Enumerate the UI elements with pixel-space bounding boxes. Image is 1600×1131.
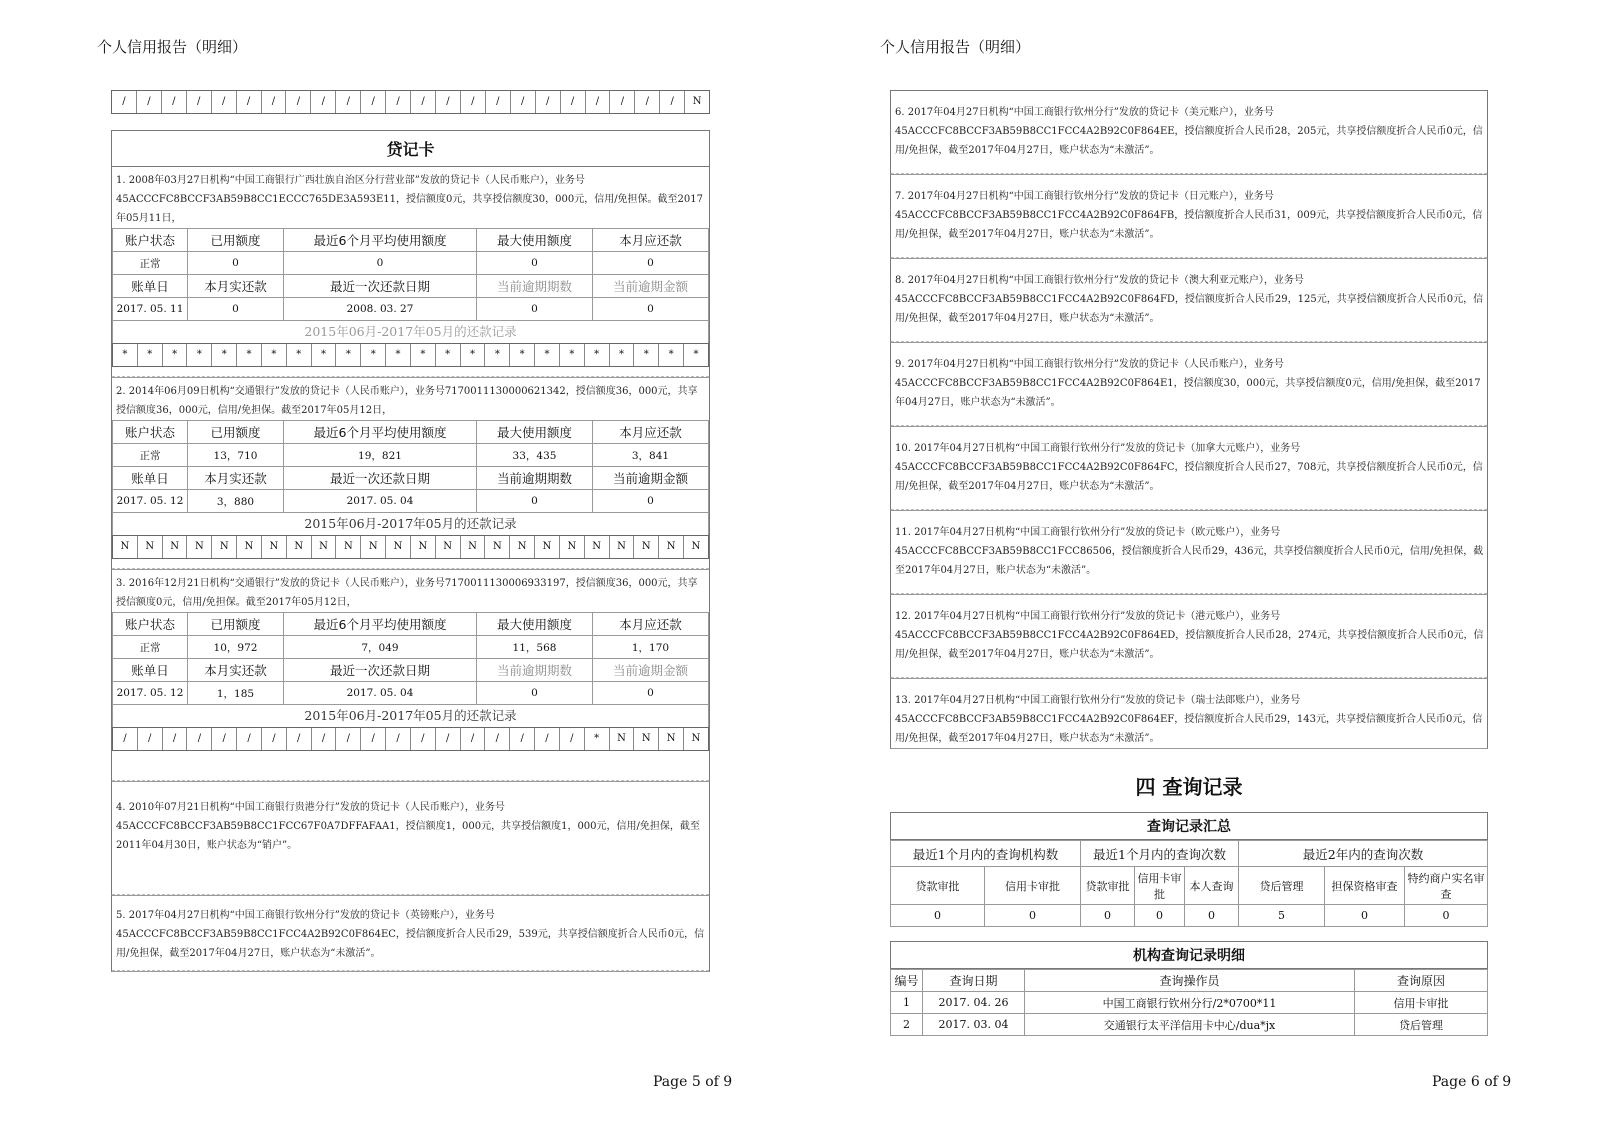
value-max-used: 0 [477,252,593,275]
record-cell: N [485,536,510,558]
record-cell: / [187,728,212,750]
card-detail-table [112,612,709,705]
value-paid-this-month: 1，185 [188,682,284,705]
label-max-used: 最大使用额度 [477,421,593,444]
record-cell: N [212,536,237,558]
label-overdue-amount: 当前逾期金额 [593,467,709,490]
record-cell: / [486,91,511,113]
card-description: 1. 2008年03月27日机构“中国工商银行广西壮族自治区分行营业部”发放的贷记卡（人民币账户），业务号45ACCCFC8BCCF3AB59B8CC1ECCC765DE3A593E11，授信额度0元，共享授信额度30，000元，信用/免担保。截至2017年05月11日， [116,175,704,224]
divider [112,367,709,377]
repayment-record [112,727,709,751]
record-cell: * [336,344,361,366]
credit-card-entry-4 [111,782,710,896]
record-cell: N [659,728,684,750]
divider [891,160,1487,174]
record-cell: * [585,728,610,750]
record-cell: N [510,536,535,558]
record-cell: / [510,728,535,750]
credit-card-entry-3 [111,570,710,782]
cell-index: 2 [891,1014,923,1036]
value-account-status: 正常 [113,636,188,659]
record-cell: / [660,91,685,113]
section-title-credit-card: 贷记卡 [111,130,710,167]
value-overdue-periods: 0 [477,298,593,321]
record-cell: N [187,536,212,558]
cell-reason: 贷后管理 [1355,1014,1488,1036]
record-cell: * [485,344,510,366]
repayment-record [112,535,709,559]
table-row [113,490,709,513]
table-row [113,421,709,444]
record-cell: / [361,91,386,113]
record-cell: * [461,344,486,366]
card-description: 5. 2017年04月27日机构“中国工商银行钦州分行”发放的贷记卡（英镑账户），业务号45ACCCFC8BCCF3AB59B8CC1FCC4A2B92C0F864EC，授信额度折合人民币29，539元，共享授信额度折合人民币0元，信用/免担保，截至2017年04月27日，账户状态为“未激活”。 [116,910,705,959]
repayment-record [112,343,709,367]
record-cell: N [659,536,684,558]
record-cell: / [336,91,361,113]
col-post-loan: 贷后管理 [1239,867,1325,905]
record-cell: * [436,344,461,366]
record-cell: / [237,91,262,113]
value-overdue-amount: 0 [593,682,709,705]
label-bill-date: 账单日 [113,275,188,298]
label-overdue-periods: 当前逾期期数 [477,659,593,682]
label-account-status: 账户状态 [113,613,188,636]
record-cell: / [212,728,237,750]
record-cell: * [212,344,237,366]
value-merchant-review: 0 [1405,905,1488,927]
group-1m-institutions: 最近1个月内的查询机构数 [891,841,1081,867]
record-cell: / [436,728,461,750]
header-reason: 查询原因 [1355,970,1488,992]
record-cell: / [561,91,586,113]
divider [891,496,1487,510]
card-description: 6. 2017年04月27日机构“中国工商银行钦州分行”发放的贷记卡（美元账户），业务号45ACCCFC8BCCF3AB59B8CC1FCC4A2B92C0F864EE，授信额度折合人民币28，205元，共享授信额度折合人民币0元，信用/免担保，截至2017年04月27日，账户状态为“未激活”。 [895,107,1483,156]
header-operator: 查询操作员 [1025,970,1355,992]
record-cell: N [691,733,701,744]
card-description: 9. 2017年04月27日机构“中国工商银行钦州分行”发放的贷记卡（人民币账户），业务号45ACCCFC8BCCF3AB59B8CC1FCC4A2B92C0F864E1，授信额度30，000元，共享授信额度0元，信用/免担保，截至2017年04月27日，账户状态为“未激活”。 [895,359,1481,408]
table-row [891,841,1488,867]
record-cell: / [386,728,411,750]
page-6-content [890,90,1488,1036]
card-description: 3. 2016年12月21日机构“交通银行”发放的贷记卡（人民币账户），业务号7170011130006933197，授信额度36，000元，共享授信额度0元，信用/免担保。截至2017年05月12日， [116,578,698,608]
record-cell: * [138,344,163,366]
label-6m-average: 最近6个月平均使用额度 [284,421,477,444]
record-cell: / [586,91,611,113]
credit-card-entry-12 [890,595,1488,679]
record-cell: N [113,536,138,558]
record-cell: * [361,344,386,366]
record-cell: N [692,96,702,107]
record-cell: / [411,728,436,750]
table-row [113,229,709,252]
value-paid-this-month: 3，880 [188,490,284,513]
label-due-this-month: 本月应还款 [593,229,709,252]
col-loan-approval: 贷款审批 [1081,867,1135,905]
card-description: 2. 2014年06月09日机构“交通银行”发放的贷记卡（人民币账户），业务号7170011130000621342，授信额度36，000元，共享授信额度36，000元，信用/免担保。截至2017年05月12日， [116,386,698,416]
record-cell: / [286,91,311,113]
value-6m-average: 19，821 [284,444,477,467]
label-paid-this-month: 本月实还款 [188,275,284,298]
record-cell: * [693,349,699,360]
record-cell: * [510,344,535,366]
credit-card-entry-6 [890,90,1488,175]
record-cell: N [287,536,312,558]
table-row [113,636,709,659]
card-description: 4. 2010年07月21日机构“中国工商银行贵港分行”发放的贷记卡（人民币账户），业务号45ACCCFC8BCCF3AB59B8CC1FCC67F0A7DFFAFAA1，授信额度1，000元，共享授信额度1，000元，信用/免担保，截至2011年04月30日，账户状态为“销户”。 [116,802,700,851]
record-cell: N [610,728,635,750]
divider [891,580,1487,594]
credit-card-entry-7 [890,175,1488,259]
credit-card-entry-8 [890,259,1488,343]
label-6m-average: 最近6个月平均使用额度 [284,613,477,636]
cell-operator: 交通银行太平洋信用卡中心/dua*jx [1025,1014,1355,1036]
header-query-date: 查询日期 [923,970,1025,992]
label-overdue-periods: 当前逾期期数 [477,467,593,490]
page-header: 个人信用报告（明细） [880,38,1031,56]
value-max-used: 33，435 [477,444,593,467]
table-row [113,467,709,490]
col-card-approval: 信用卡审批 [985,867,1081,905]
value-account-status: 正常 [113,252,188,275]
page-header: 个人信用报告（明细） [97,38,248,56]
value-paid-this-month: 0 [188,298,284,321]
group-1m-queries: 最近1个月内的查询次数 [1081,841,1239,867]
label-account-status: 账户状态 [113,421,188,444]
record-cell: / [262,91,287,113]
record-cell: / [311,91,336,113]
table-row [113,682,709,705]
card-description: 7. 2017年04月27日机构“中国工商银行钦州分行”发放的贷记卡（日元账户），业务号45ACCCFC8BCCF3AB59B8CC1FCC4A2B92C0F864FB，授信额度折合人民币31，009元，共享授信额度折合人民币0元，信用/免担保，截至2017年04月27日，账户状态为“未激活”。 [895,191,1483,240]
record-cell: * [237,344,262,366]
record-cell: N [386,536,411,558]
value-due-this-month: 3，841 [593,444,709,467]
col-card-approval: 信用卡审批 [1135,867,1185,905]
label-overdue-amount: 当前逾期金额 [593,275,709,298]
record-cell: / [237,728,262,750]
cell-operator: 中国工商银行钦州分行/2*0700*11 [1025,992,1355,1014]
record-cell: / [162,91,187,113]
value-used-amount: 0 [188,252,284,275]
card-detail-table [112,228,709,321]
record-cell: N [585,536,610,558]
record-cell: N [535,536,560,558]
value-guarantee-review: 0 [1325,905,1405,927]
header-index: 编号 [891,970,923,992]
record-cell: / [138,728,163,750]
record-cell: * [113,344,138,366]
repayment-record-title: 2015年06月-2017年05月的还款记录 [112,513,709,535]
label-6m-average: 最近6个月平均使用额度 [284,229,477,252]
label-last-payment-date: 最近一次还款日期 [284,659,477,682]
record-cell: N [634,536,659,558]
label-overdue-amount: 当前逾期金额 [593,659,709,682]
credit-card-entry-11 [890,511,1488,595]
record-cell: / [560,728,585,750]
record-cell: * [560,344,585,366]
record-cell: / [262,728,287,750]
record-cell: / [411,91,436,113]
value-bill-date: 2017. 05. 12 [113,682,188,705]
table-row [113,298,709,321]
card-detail-table [112,420,709,513]
col-loan-approval: 贷款审批 [891,867,985,905]
record-cell: / [511,91,536,113]
record-cell: / [386,91,411,113]
top-status-stripe [111,90,710,114]
record-cell: * [163,344,188,366]
record-cell: / [137,91,162,113]
label-due-this-month: 本月应还款 [593,613,709,636]
value-loan-approval: 0 [1081,905,1135,927]
value-last-payment-date: 2017. 05. 04 [284,490,477,513]
record-cell: N [691,541,701,552]
value-due-this-month: 1，170 [593,636,709,659]
value-overdue-amount: 0 [593,298,709,321]
divider [112,559,709,569]
cell-query-date: 2017. 04. 26 [923,992,1025,1014]
record-cell: * [659,344,684,366]
record-cell: N [411,536,436,558]
record-cell: N [262,536,287,558]
record-cell: N [361,536,386,558]
record-cell: N [312,536,337,558]
value-6m-average: 0 [284,252,477,275]
record-cell: N [560,536,585,558]
value-used-amount: 10，972 [188,636,284,659]
value-6m-average: 7，049 [284,636,477,659]
record-cell: * [411,344,436,366]
record-cell: / [361,728,386,750]
credit-card-entry-2 [111,378,710,570]
cell-index: 1 [891,992,923,1014]
record-cell: * [187,344,212,366]
label-bill-date: 账单日 [113,659,188,682]
page-footer: Page 6 of 9 [1432,1074,1512,1090]
table-row [891,867,1488,905]
value-overdue-periods: 0 [477,682,593,705]
value-due-this-month: 0 [593,252,709,275]
label-overdue-periods: 当前逾期期数 [477,275,593,298]
cell-query-date: 2017. 03. 04 [923,1014,1025,1036]
value-post-loan: 5 [1239,905,1325,927]
credit-card-entry-13 [890,679,1488,749]
record-cell: / [461,91,486,113]
record-cell: * [634,344,659,366]
label-paid-this-month: 本月实还款 [188,659,284,682]
card-description: 10. 2017年04月27日机构“中国工商银行钦州分行”发放的贷记卡（加拿大元账户），业务号45ACCCFC8BCCF3AB59B8CC1FCC4A2B92C0F864FC，授信额度折合人民币27，708元，共享授信额度折合人民币0元，信用/免担保，截至2017年04月27日，账户状态为“未激活”。 [895,443,1483,492]
record-cell: * [535,344,560,366]
label-last-payment-date: 最近一次还款日期 [284,467,477,490]
value-card-approval: 0 [1135,905,1185,927]
value-last-payment-date: 2017. 05. 04 [284,682,477,705]
table-row [113,275,709,298]
divider [112,963,709,971]
table-row [891,992,1488,1014]
card-description: 12. 2017年04月27日机构“中国工商银行钦州分行”发放的贷记卡（港元账户），业务号45ACCCFC8BCCF3AB59B8CC1FCC4A2B92C0F864ED，授信额度折合人民币28，274元，共享授信额度折合人民币0元，信用/免担保，截至2017年04月27日，账户状态为“未激活”。 [895,611,1484,660]
record-cell: / [436,91,461,113]
label-max-used: 最大使用额度 [477,229,593,252]
value-bill-date: 2017. 05. 12 [113,490,188,513]
record-cell: N [336,536,361,558]
query-detail-table [890,969,1488,1036]
col-self-query: 本人查询 [1185,867,1239,905]
page-footer: Page 5 of 9 [653,1074,733,1090]
divider [891,328,1487,342]
repayment-record-title: 2015年06月-2017年05月的还款记录 [112,321,709,343]
repayment-record-title: 2015年06月-2017年05月的还款记录 [112,705,709,727]
record-cell: / [287,728,312,750]
record-cell: N [163,536,188,558]
value-card-approval: 0 [985,905,1081,927]
value-loan-approval: 0 [891,905,985,927]
divider [891,664,1487,678]
table-row [113,613,709,636]
record-cell: N [634,728,659,750]
card-description: 13. 2017年04月27日机构“中国工商银行钦州分行”发放的贷记卡（瑞士法郎账户），业务号45ACCCFC8BCCF3AB59B8CC1FCC4A2B92C0F864EF，授信额度折合人民币29，143元，共享授信额度折合人民币0元，信用/免担保，截至2017年04月27日，账户状态为“未激活”。 [895,695,1483,744]
label-last-payment-date: 最近一次还款日期 [284,275,477,298]
credit-card-entry-5 [111,896,710,972]
record-cell: / [113,728,138,750]
query-detail-title: 机构查询记录明细 [890,941,1488,969]
record-cell: / [635,91,660,113]
record-cell: / [610,91,635,113]
record-cell: N [138,536,163,558]
value-account-status: 正常 [113,444,188,467]
record-cell: / [336,728,361,750]
record-cell: N [610,536,635,558]
record-cell: * [585,344,610,366]
label-due-this-month: 本月应还款 [593,421,709,444]
label-account-status: 账户状态 [113,229,188,252]
record-cell: / [112,91,137,113]
query-summary-table [890,840,1488,927]
label-paid-this-month: 本月实还款 [188,467,284,490]
divider [112,751,709,781]
credit-card-entry-9 [890,343,1488,427]
label-used-amount: 已用额度 [188,421,284,444]
page-6 [800,0,1600,1131]
card-description: 8. 2017年04月27日机构“中国工商银行钦州分行”发放的贷记卡（澳大利亚元账户），业务号45ACCCFC8BCCF3AB59B8CC1FCC4A2B92C0F864FD，授信额度折合人民币29，125元，共享授信额度折合人民币0元，信用/免担保，截至2017年04月27日，账户状态为“未激活”。 [895,275,1484,324]
record-cell: / [485,728,510,750]
value-last-payment-date: 2008. 03. 27 [284,298,477,321]
card-description: 11. 2017年04月27日机构“中国工商银行钦州分行”发放的贷记卡（欧元账户），业务号45ACCCFC8BCCF3AB59B8CC1FCC86506，授信额度折合人民币29，436元，共享授信额度折合人民币0元，信用/免担保，截至2017年04月27日，账户状态为“未激活”。 [895,527,1484,576]
record-cell: / [163,728,188,750]
label-used-amount: 已用额度 [188,613,284,636]
table-row [891,1014,1488,1036]
page-5-content [111,90,710,972]
col-merchant-review: 特约商户实名审查 [1405,867,1488,905]
record-cell: / [312,728,337,750]
table-row [891,905,1488,927]
value-overdue-periods: 0 [477,490,593,513]
record-cell: N [436,536,461,558]
credit-card-entry-10 [890,427,1488,511]
table-row [113,252,709,275]
record-cell: * [386,344,411,366]
value-max-used: 11，568 [477,636,593,659]
value-used-amount: 13，710 [188,444,284,467]
record-cell: / [461,728,486,750]
table-row [113,659,709,682]
value-self-query: 0 [1185,905,1239,927]
group-2y-queries: 最近2年内的查询次数 [1239,841,1488,867]
record-cell: N [237,536,262,558]
record-cell: * [287,344,312,366]
label-bill-date: 账单日 [113,467,188,490]
col-guarantee-review: 担保资格审查 [1325,867,1405,905]
credit-card-entry-1 [111,167,710,378]
record-cell: / [536,91,561,113]
divider [891,244,1487,258]
query-summary-title: 查询记录汇总 [890,812,1488,840]
record-cell: / [187,91,212,113]
table-row [113,444,709,467]
query-section-title: 四 查询记录 [1135,775,1243,799]
value-overdue-amount: 0 [593,490,709,513]
record-cell: * [312,344,337,366]
cell-reason: 信用卡审批 [1355,992,1488,1014]
label-max-used: 最大使用额度 [477,613,593,636]
record-cell: / [212,91,237,113]
record-cell: * [262,344,287,366]
record-cell: N [461,536,486,558]
record-cell: / [535,728,560,750]
value-bill-date: 2017. 05. 11 [113,298,188,321]
record-cell: * [610,344,635,366]
divider [112,855,709,895]
label-used-amount: 已用额度 [188,229,284,252]
table-row [891,970,1488,992]
divider [891,412,1487,426]
